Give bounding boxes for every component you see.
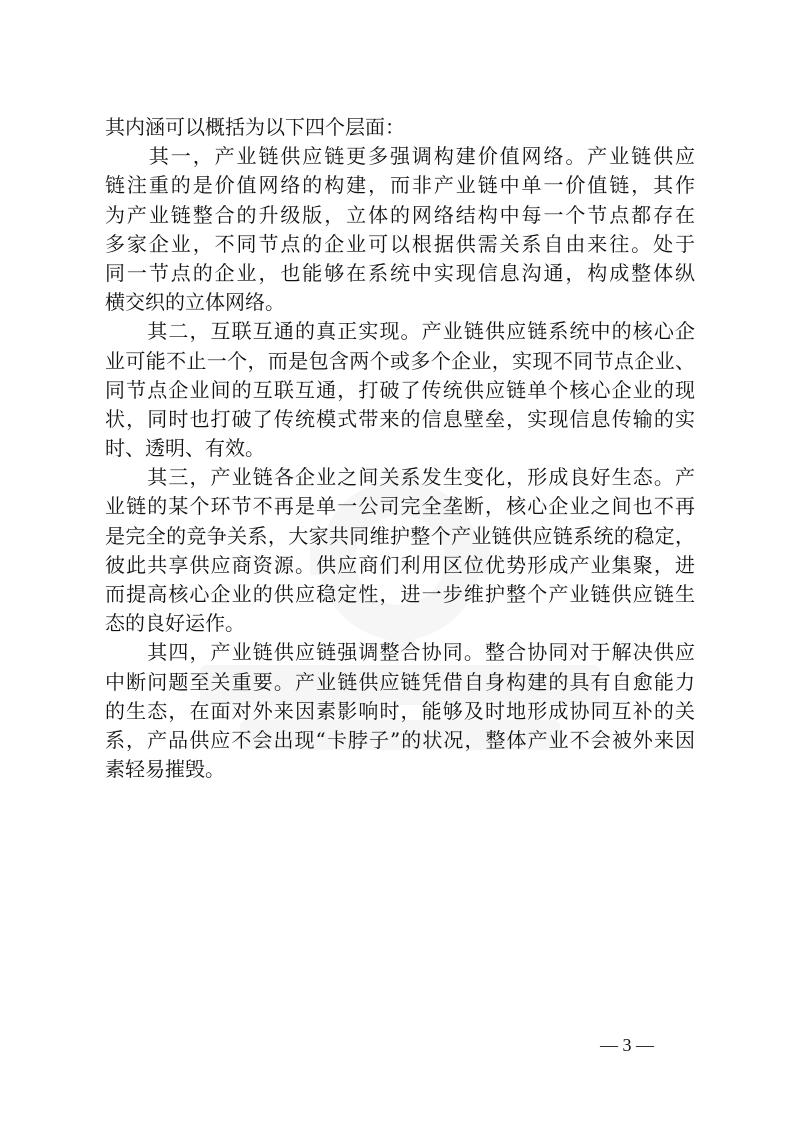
text-line: 其二，互联互通的真正实现。产业链供应链系统中的核心企 — [105, 319, 695, 344]
text-line: 素轻易摧毁。 — [105, 757, 225, 782]
text-line: 为产业链整合的升级版，立体的网络结构中每一个节点都存在 — [105, 202, 695, 227]
text-line: 中断问题至关重要。产业链供应链凭借自身构建的具有自愈能力 — [105, 669, 695, 694]
text-line: 状，同时也打破了传统模式带来的信息壁垒，实现信息传输的实 — [105, 406, 695, 431]
text-line: 系，产品供应不会出现“卡脖子”的状况，整体产业不会被外来因 — [105, 727, 695, 752]
text-line: 同节点企业间的互联互通，打破了传统供应链单个核心企业的现 — [105, 377, 695, 402]
text-line: 链注重的是价值网络的构建，而非产业链中单一价值链，其作 — [105, 173, 695, 198]
text-line: 彼此共享供应商资源。供应商们利用区位优势形成产业集聚，进 — [105, 552, 695, 577]
text-line: 其三，产业链各企业之间关系发生变化，形成良好生态。产 — [105, 465, 695, 490]
text-line: 而提高核心企业的供应稳定性，进一步维护整个产业链供应链生 — [105, 582, 695, 606]
text-line: 是完全的竞争关系，大家共同维护整个产业链供应链系统的稳定， — [105, 523, 695, 548]
text-line: 其四，产业链供应链强调整合协同。整合协同对于解决供应 — [105, 640, 695, 665]
text-line: 同一节点的企业，也能够在系统中实现信息沟通，构成整体纵 — [105, 260, 695, 285]
text-line: 业链的某个环节不再是单一公司完全垄断，核心企业之间也不再 — [105, 494, 695, 519]
text-line: 其一，产业链供应链更多强调构建价值网络。产业链供应 — [105, 144, 695, 169]
text-line: 时、透明、有效。 — [105, 436, 265, 461]
text-line: 业可能不止一个，而是包含两个或多个企业，实现不同节点企业、 — [105, 348, 695, 373]
body-text — [105, 113, 695, 784]
page-number: — 3 — — [600, 1035, 654, 1055]
text-line: 态的良好运作。 — [105, 611, 245, 636]
text-line: 的生态，在面对外来因素影响时，能够及时地形成协同互补的关 — [105, 698, 695, 723]
text-line: 横交织的立体网络。 — [105, 290, 285, 315]
text-line: 其内涵可以概括为以下四个层面： — [105, 115, 405, 139]
text-line: 多家企业，不同节点的企业可以根据供需关系自由来往。处于 — [105, 231, 695, 256]
